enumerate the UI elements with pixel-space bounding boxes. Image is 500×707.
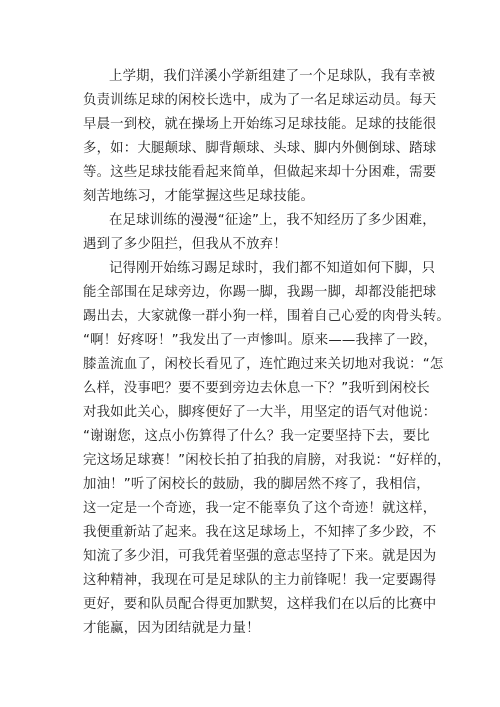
text-line: 记得刚开始练习踢足球时，我们都不知道如何下脚，只 (109, 261, 436, 276)
text-line: 知流了多少泪，可我凭着坚强的意志坚持了下来。就是因为 (83, 549, 437, 564)
text-line: 更好，要和队员配合得更加默契，这样我们在以后的比赛中 (83, 597, 437, 612)
text-line: 等。这些足球技能看起来简单，但做起来却十分困难，需要 (83, 165, 437, 180)
text-line: 踢出去，大家就像一群小狗一样，围着自己心爱的肉骨头转。 (83, 309, 450, 324)
text-line: 上学期，我们洋溪小学新组建了一个足球队，我有幸被 (109, 69, 436, 84)
text-line: 加油！”听了闲校长的鼓励，我的脚居然不疼了，我相信， (83, 477, 430, 492)
text-line: 我便重新站了起来。我在这足球场上，不知摔了多少跤，不 (83, 525, 437, 540)
text-line: 早晨一到校，就在操场上开始练习足球技能。足球的技能很 (83, 117, 437, 132)
text-line: 负责训练足球的闲校长选中，成为了一名足球运动员。每天 (83, 93, 437, 108)
text-line: 才能赢，因为团结就是力量！ (83, 621, 260, 636)
text-line: 在足球训练的漫漫“征途”上，我不知经历了多少困难， (109, 213, 436, 228)
text-line: 多，如：大腿颠球、脚背颠球、头球、脚内外侧倒球、踏球 (83, 141, 437, 156)
text-line: 能全部围在足球旁边，你踢一脚，我踢一脚，却都没能把球 (83, 285, 437, 300)
text-line: 刻苦地练习，才能掌握这些足球技能。 (83, 189, 315, 204)
text-line: 完这场足球赛！”闲校长拍了拍我的肩膀，对我说：“好样的， (83, 453, 451, 468)
document-body (83, 65, 451, 641)
text-line: 遇到了多少阻拦，但我从不放弃！ (83, 237, 287, 252)
text-line: 么样，没事吧？要不要到旁边去休息一下？”我听到闲校长 (83, 381, 430, 396)
text-line: “啊！好疼呀！”我发出了一声惨叫。原来——我摔了一跤， (83, 333, 438, 348)
text-line: 对我如此关心，脚疼便好了一大半，用坚定的语气对他说： (83, 405, 437, 420)
text-line: 这种精神，我现在可是足球队的主力前锋呢！我一定要踢得 (83, 573, 437, 588)
text-line: “谢谢您，这点小伤算得了什么？我一定要坚持下去，要比 (83, 429, 430, 444)
text-line: 膝盖流血了，闲校长看见了，连忙跑过来关切地对我说：“怎 (83, 357, 444, 372)
text-line: 这一定是一个奇迹，我一定不能辜负了这个奇迹！就这样， (83, 501, 437, 516)
